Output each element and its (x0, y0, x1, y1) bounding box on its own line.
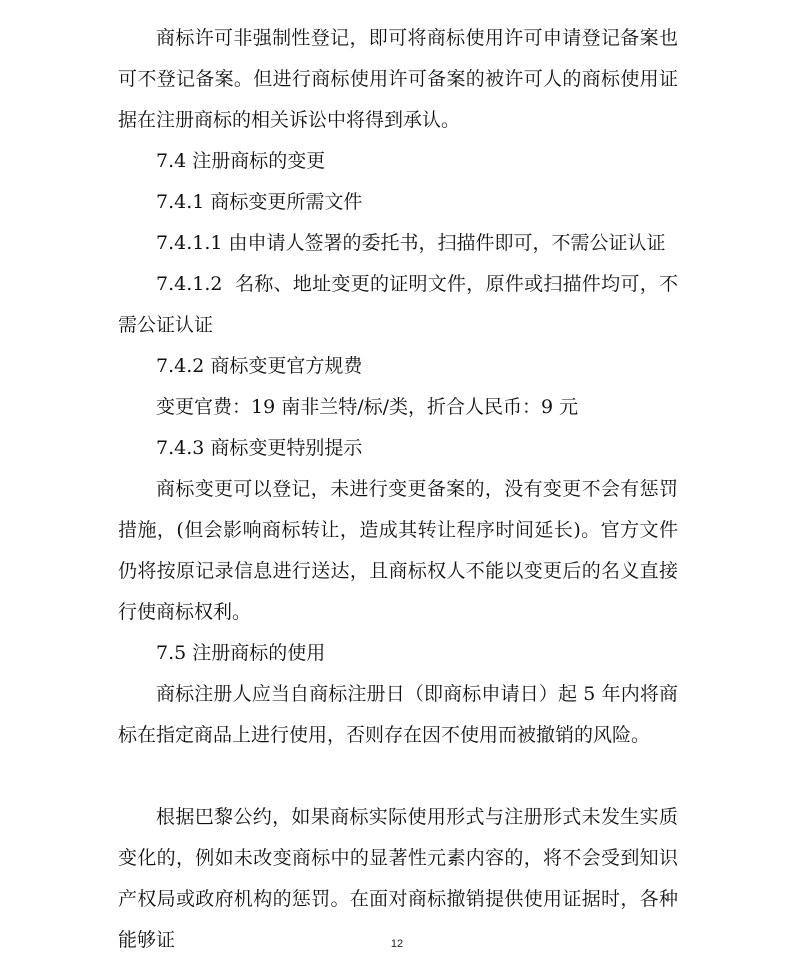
heading-7-4-2: 7.4.2 商标变更官方规费 (156, 355, 363, 377)
page-number: 12 (390, 938, 404, 950)
paragraph-paris-convention: 根据巴黎公约，如果商标实际使用形式与注册形式未发生实质变化的，例如未改变商标中的显著性元素内容的，将不会受到知识产权局或政府机构的惩罚。在面对商标撤销提供使用证据时，各种能够证 (118, 806, 678, 951)
item-7-4-1-1: 7.4.1.1 由申请人签署的委托书，扫描件即可，不需公证认证 (156, 232, 666, 254)
official-fee-line: 变更官费：19 南非兰特/标/类，折合人民币：9 元 (156, 396, 579, 418)
paragraph-change-notice: 商标变更可以登记，未进行变更备案的，没有变更不会有惩罚措施，(但会影响商标转让，造成其转让程序时间延长)。官方文件仍将按原记录信息进行送达，且商标权人不能以变更后的名义直接行使商标权利。 (118, 478, 678, 623)
heading-7-4-3: 7.4.3 商标变更特别提示 (156, 437, 363, 459)
item-7-4-1-2: 7.4.1.2 名称、地址变更的证明文件，原件或扫描件均可，不需公证认证 (118, 273, 678, 336)
heading-7-4-1: 7.4.1 商标变更所需文件 (156, 191, 363, 213)
heading-7-5: 7.5 注册商标的使用 (156, 642, 326, 664)
paragraph-use-requirement: 商标注册人应当自商标注册日（即商标申请日）起 5 年内将商标在指定商品上进行使用，否则存在因不使用而被撤销的风险。 (118, 683, 678, 746)
heading-7-4: 7.4 注册商标的变更 (156, 150, 326, 172)
paragraph-license-registration: 商标许可非强制性登记，即可将商标使用许可申请登记备案也可不登记备案。但进行商标使用许可备案的被许可人的商标使用证据在注册商标的相关诉讼中将得到承认。 (118, 27, 678, 131)
